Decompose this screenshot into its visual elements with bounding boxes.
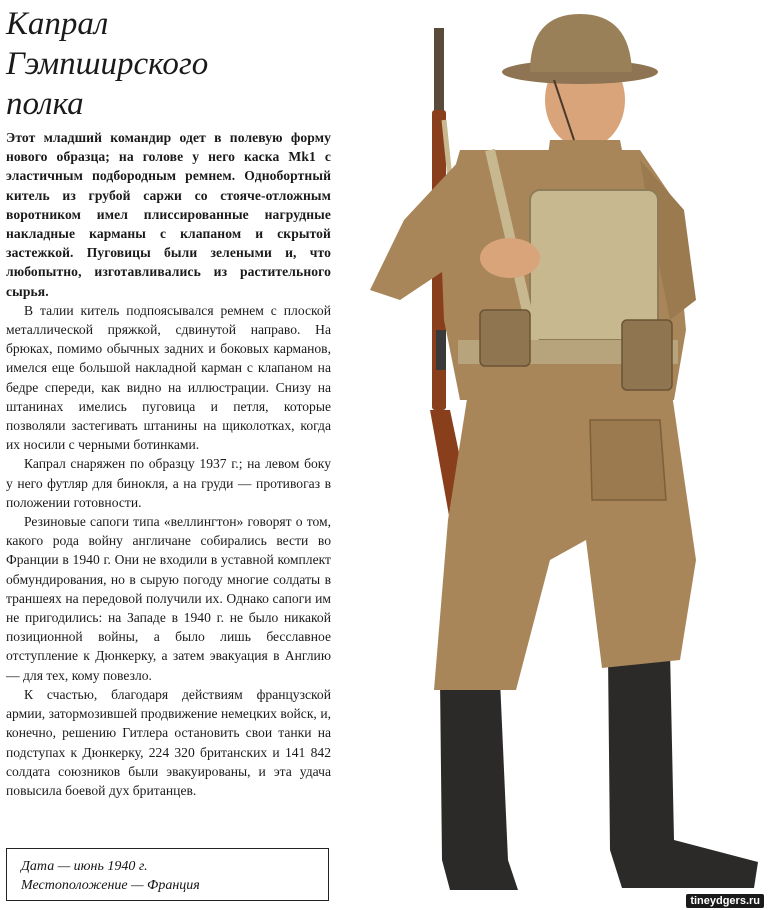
info-date: Дата — июнь 1940 г. bbox=[21, 859, 148, 874]
title-line-1: Капрал bbox=[6, 6, 109, 42]
caption-info-box bbox=[6, 848, 329, 901]
title-line-2: Гэмпширского bbox=[6, 46, 209, 82]
paragraph-belt-trousers: В талии китель подпоясывался ремнем с плоской металлической пряжкой, сдвинутой направо. На брюках, помимо обычных задних и боковых карманов, имелся еще большой накладной карман с клапаном на бедре спереди, как видно на иллюстрации. Снизу на штанинах имелись пуговица и петля, которые позволяли застегивать штанины на щиколотках, когда их носили с черными ботинками. bbox=[6, 302, 331, 453]
binocular-case bbox=[622, 320, 672, 390]
hand bbox=[480, 238, 540, 278]
left-boot bbox=[440, 680, 518, 890]
paragraph-equipment: Капрал снаряжен по образцу 1937 г.; на левом боку у него футляр для бинокля, а на груди — противогаз в положении готовности. bbox=[6, 456, 331, 510]
article-body bbox=[6, 128, 331, 800]
title-line-3: полка bbox=[6, 86, 84, 122]
right-boot bbox=[608, 650, 758, 888]
gas-mask-bag bbox=[530, 190, 658, 340]
helmet-dome bbox=[530, 14, 632, 72]
paragraph-dunkirk: К счастью, благодаря действиям французской армии, затормозившей продвижение немецких войск, и, конечно, решению Гитлера остановить свои танки на подступах к Дюнкерку, 224 320 британских и 141 842 солдата союзников были эвакуированы, и эта удача повысила боевой дух британцев. bbox=[6, 686, 331, 798]
paragraph-uniform-intro: Этот младший командир одет в полевую форму нового образца; на голове у него каска Mk1 с эластичным подбородным ремнем. Однобортный китель из грубой саржи со стояче-отложным воротником имел плиссированные нагрудные накладные карманы с клапаном и скрытой застежкой. Пуговицы были зелеными и, что любопытно, изготавливались из растительного сырья. bbox=[6, 130, 331, 299]
soldier-illustration bbox=[340, 0, 768, 910]
info-location: Местоположение — Франция bbox=[21, 878, 200, 893]
page-title bbox=[6, 4, 256, 124]
site-watermark: tineydgers.ru bbox=[686, 894, 764, 908]
paragraph-boots: Резиновые сапоги типа «веллингтон» говорят о том, какого рода войну англичане собирались вести во Франции в 1940 г. Они не входили в уставной комплект обмундирования, но в сырую погоду многие солдаты в траншеях на передовой получили их. Однако сапоги им не пригодились: на Западе в 1940 г. не было никакой позиционной войны, а было лишь бесславное отступление к Дюнкерку, а затем эвакуация в Англию — для тех, кому повезло. bbox=[6, 514, 331, 683]
